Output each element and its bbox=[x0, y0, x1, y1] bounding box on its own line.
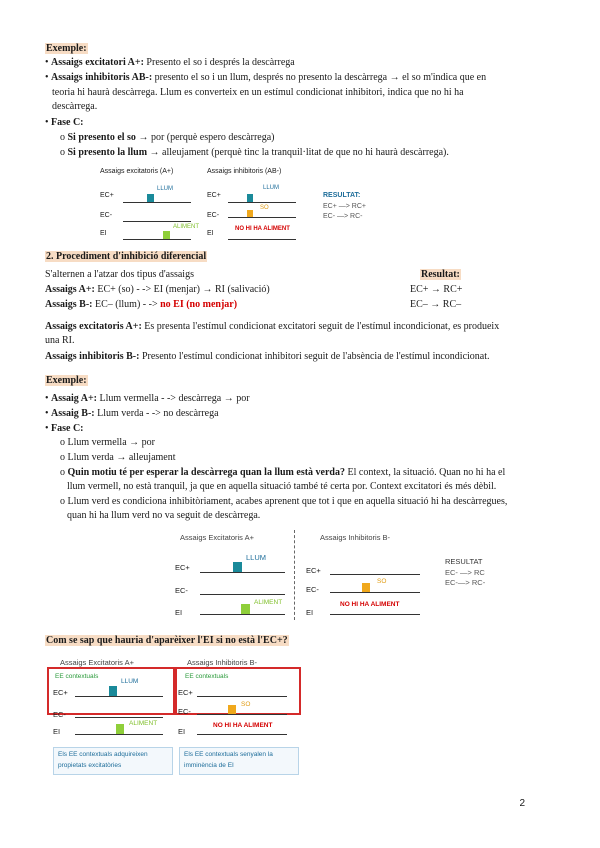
fig2-ec-minus-b: EC- bbox=[306, 585, 319, 594]
fig1-llum-marker-a bbox=[147, 194, 154, 202]
fig3-note-inhibitori bbox=[179, 747, 299, 775]
fig1-aliment-label: ALIMENT bbox=[173, 224, 200, 230]
fig3-aliment-label: ALIMENT bbox=[129, 720, 158, 727]
example1-heading: Exemple: bbox=[46, 43, 87, 54]
example2-bullet-fasec: • Fase C: bbox=[45, 423, 84, 434]
example2-heading: Exemple: bbox=[46, 375, 87, 386]
fig3-aliment-marker bbox=[116, 724, 124, 734]
example1-fasec-llum: o Si presento la llum → alleujament (perquè tinc la tranquil·litat de que no hi haurà descàrrega). bbox=[60, 147, 449, 158]
fig3-note1-line2: propietats excitatòries bbox=[58, 762, 122, 769]
fig3-note1-line1: Els EE contextuals adquireixen bbox=[58, 751, 148, 758]
section2-excitatoris-par: Assaigs excitatoris A+: Es presenta l'estímul condicionat excitatori seguit de l'estímul incondicionat, es produeix bbox=[45, 321, 500, 332]
section2-assaig-b: Assaigs B-: EC– (llum) - -> no EI (no menjar) bbox=[45, 299, 238, 310]
figure-contextuals bbox=[45, 655, 305, 775]
fig3-ei-b: EI bbox=[178, 727, 186, 736]
fig2-ec-plus-b: EC+ bbox=[306, 566, 321, 575]
fig2-so-marker bbox=[362, 583, 370, 592]
section2-intro: S'alternen a l'atzar dos tipus d'assaigs bbox=[45, 269, 194, 280]
example2-fasec-3-line2: llum vermell, no està tranquil, ja que en aquella situació també té certa por. Context excitatori és més dèbil. bbox=[67, 481, 497, 492]
fig2-aliment-marker bbox=[241, 604, 250, 614]
fig3-llum-label: LLUM bbox=[121, 678, 139, 685]
fig1-resultat-label: RESULTAT: bbox=[323, 192, 361, 199]
fig1-resultat-1: EC+ —> RC+ bbox=[323, 203, 366, 210]
fig3-ec-plus-b: EC+ bbox=[178, 688, 193, 697]
section2-assaig-a-result: EC+ → RC+ bbox=[410, 284, 463, 295]
fig1-llum-label-b: LLUM bbox=[263, 185, 280, 191]
fig1-ec-minus-b: EC- bbox=[207, 212, 220, 219]
example2-fasec-4-line2: quan hi ha llum verd no va seguit de descàrrega. bbox=[67, 510, 261, 521]
fig1-so-marker bbox=[247, 210, 253, 217]
fig1-so-label: SO bbox=[260, 205, 269, 211]
fig1-ec-plus-b: EC+ bbox=[207, 192, 221, 199]
section2-heading: 2. Procediment d'inhibició diferencial bbox=[46, 251, 207, 262]
example1-bullet-inhibitori: • Assaigs inhibitoris AB-: presento el so i un llum, després no presento la descàrrega → el so m'indica que en bbox=[45, 72, 487, 83]
fig1-no-aliment-label: NO HI HA ALIMENT bbox=[235, 226, 290, 232]
fig3-ec-minus-b: EC- bbox=[178, 707, 191, 716]
fig1-ec-minus-a: EC- bbox=[100, 212, 113, 219]
section2-assaig-a: Assaigs A+: EC+ (so) - -> EI (menjar) → RI (salivació) bbox=[45, 284, 270, 295]
fig1-llum-marker-b bbox=[247, 194, 253, 202]
example1-bullet-fasec: • Fase C: bbox=[45, 117, 84, 128]
figure-excitatori-inhibitori-2 bbox=[170, 530, 510, 622]
example1-fasec-so: o Si presento el so → por (perquè espero descàrrega) bbox=[60, 132, 275, 143]
example2-bullet-b: • Assaig B-: Llum verda - -> no descàrrega bbox=[45, 408, 219, 419]
fig3-note2-line2: imminència de EI bbox=[184, 762, 234, 769]
fig3-ei-a: EI bbox=[53, 727, 61, 736]
fig2-ec-minus-a: EC- bbox=[175, 586, 188, 595]
section2-inhibitoris-par: Assaigs inhibitoris B-: Presento l'estímul condicionat inhibitori seguit de l'absència de l'estímul incondicionat. bbox=[45, 351, 490, 362]
section2-resultat-label: Resultat: bbox=[421, 269, 460, 280]
example2-fasec-2: o Llum verda → alleujament bbox=[60, 452, 176, 463]
fig2-so-label: SO bbox=[377, 578, 387, 585]
fig3-so-marker bbox=[228, 705, 236, 714]
fig2-no-aliment-label: NO HI HA ALIMENT bbox=[340, 601, 400, 608]
fig3-note2-line1: Els EE contextuals senyalen la bbox=[184, 751, 273, 758]
fig3-ec-plus-a: EC+ bbox=[53, 688, 68, 697]
fig3-note-excitatori bbox=[53, 747, 173, 775]
example2-fasec-3: o Quin motiu té per esperar la descàrrega quan la llum està verda? El context, la situació. Quan no hi ha el bbox=[60, 467, 506, 478]
fig2-resultat-label: RESULTAT bbox=[445, 557, 483, 566]
fig1-resultat-2: EC- —> RC- bbox=[323, 213, 363, 220]
fig1-ec-plus-a: EC+ bbox=[100, 192, 114, 199]
fig3-ee-context-b: EE contextuals bbox=[185, 673, 229, 680]
example1-bullet-inhibitori-line3: descàrrega. bbox=[52, 101, 98, 112]
fig2-resultat-2: EC-—> RC- bbox=[445, 578, 486, 587]
fig3-title-inh: Assaigs Inhibitoris B- bbox=[187, 658, 258, 667]
fig1-aliment-marker-a bbox=[163, 231, 170, 239]
example2-fasec-1: o Llum vermella → por bbox=[60, 437, 155, 448]
fig3-ee-context-a: EE contextuals bbox=[55, 673, 99, 680]
fig1-title-exc: Assaigs excitatoris (A+) bbox=[100, 168, 174, 175]
fig1-ei-b: EI bbox=[207, 230, 214, 237]
page-number: 2 bbox=[519, 798, 525, 809]
section2-assaig-b-result: EC– → RC– bbox=[410, 299, 462, 310]
question-heading: Com se sap que hauria d'aparèixer l'EI si no està l'EC+? bbox=[46, 635, 288, 646]
fig3-no-aliment-label: NO HI HA ALIMENT bbox=[213, 722, 273, 729]
fig1-title-inh: Assaigs inhibitoris (AB-) bbox=[207, 168, 282, 175]
figure-excitatori-inhibitori-1 bbox=[95, 167, 465, 247]
fig2-divider bbox=[294, 530, 295, 620]
example1-bullet-excitatori: • Assaigs excitatori A+: Presento el so i després la descàrrega bbox=[45, 57, 295, 68]
fig2-llum-label: LLUM bbox=[246, 553, 267, 562]
fig1-llum-label: LLUM bbox=[157, 186, 174, 192]
fig2-title-exc: Assaigs Excitatoris A+ bbox=[180, 533, 254, 542]
fig3-so-label: SO bbox=[241, 701, 251, 708]
fig1-ei-a: EI bbox=[100, 230, 107, 237]
fig2-ei-a: EI bbox=[175, 608, 183, 617]
fig3-ec-minus-a: EC- bbox=[53, 710, 66, 719]
fig2-title-inh: Assaigs Inhibitoris B- bbox=[320, 533, 391, 542]
example1-bullet-inhibitori-line2: teoria hi haurà descàrrega. Llum es converteix en un estímul condicionat inhibitori, indica que no hi ha bbox=[52, 87, 464, 98]
fig2-resultat-1: EC- —> RC bbox=[445, 568, 485, 577]
example2-bullet-a: • Assaig A+: Llum vermella - -> descàrrega → por bbox=[45, 393, 250, 404]
fig2-ei-b: EI bbox=[306, 608, 314, 617]
fig3-title-exc: Assaigs Excitatoris A+ bbox=[60, 658, 134, 667]
fig3-llum-marker bbox=[109, 686, 117, 696]
section2-excitatoris-par-line2: una RI. bbox=[45, 335, 75, 346]
fig2-aliment-label: ALIMENT bbox=[254, 599, 283, 606]
fig2-ec-plus-a: EC+ bbox=[175, 563, 190, 572]
example2-fasec-4: o Llum verd es condiciona inhibitòriament, acabes aprenent que tot i que en aquella situació hi ha descàrregues, bbox=[60, 496, 508, 507]
fig2-llum-marker bbox=[233, 562, 242, 572]
